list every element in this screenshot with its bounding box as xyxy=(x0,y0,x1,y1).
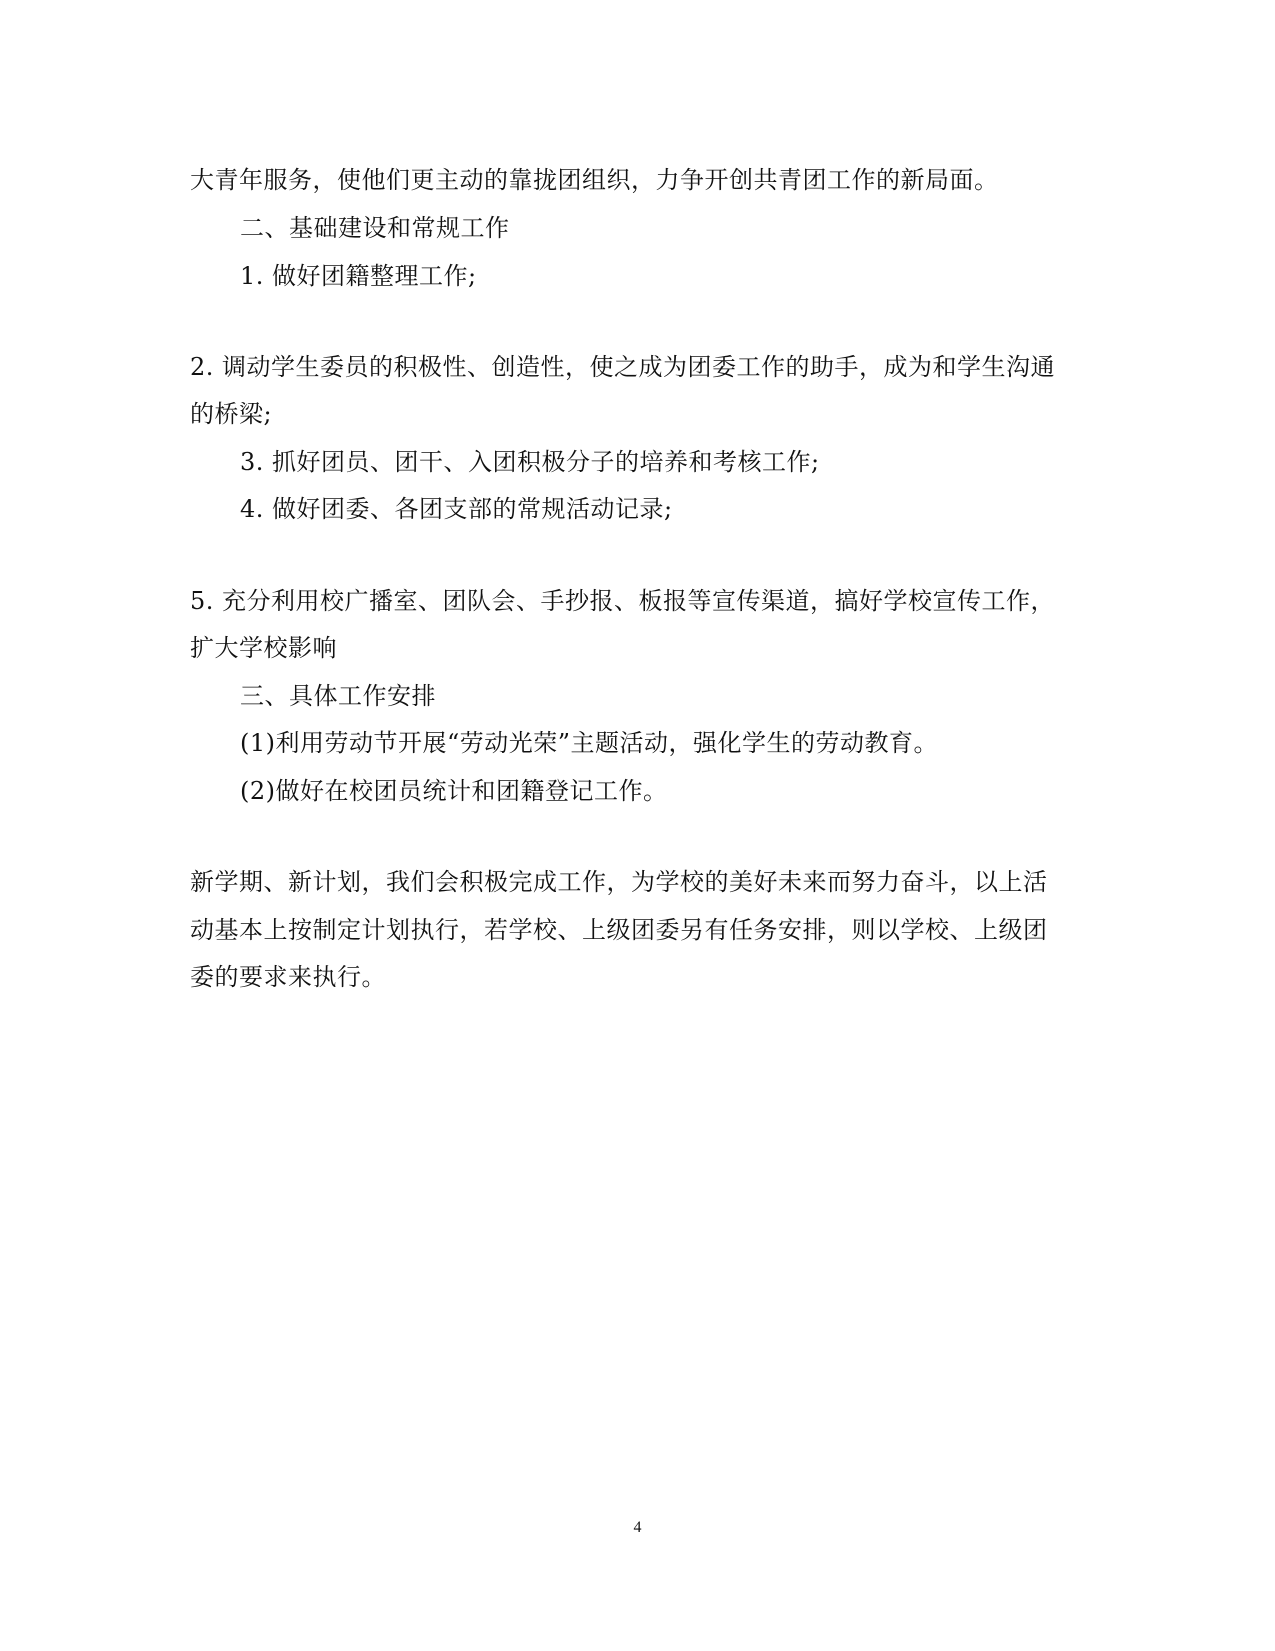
paragraph-line: 大青年服务，使他们更主动的靠拢团组织，力争开创共青团工作的新局面。 xyxy=(190,166,999,194)
paragraph-line: 动基本上按制定计划执行，若学校、上级团委另有任务安排，则以学校、上级团 xyxy=(190,916,1048,944)
list-item: (2)做好在校团员统计和团籍登记工作。 xyxy=(240,777,668,805)
list-item-continuation: 扩大学校影响 xyxy=(190,634,337,662)
list-item: 4. 做好团委、各团支部的常规活动记录; xyxy=(240,495,673,523)
list-item: (1)利用劳动节开展“劳动光荣”主题活动，强化学生的劳动教育。 xyxy=(240,729,939,757)
paragraph-line: 新学期、新计划，我们会积极完成工作，为学校的美好未来而努力奋斗，以上活 xyxy=(190,868,1048,896)
list-item: 3. 抓好团员、团干、入团积极分子的培养和考核工作; xyxy=(240,448,820,476)
section-heading: 二、基础建设和常规工作 xyxy=(240,214,510,242)
page-number: 4 xyxy=(633,1519,642,1536)
list-item: 5. 充分利用校广播室、团队会、手抄报、板报等宣传渠道，搞好学校宣传工作， xyxy=(190,587,1056,615)
paragraph-line: 委的要求来执行。 xyxy=(190,963,386,991)
list-item-continuation: 的桥梁; xyxy=(190,400,273,428)
section-heading: 三、具体工作安排 xyxy=(240,682,436,710)
list-item: 2. 调动学生委员的积极性、创造性，使之成为团委工作的助手，成为和学生沟通 xyxy=(190,353,1056,381)
list-item: 1. 做好团籍整理工作; xyxy=(240,262,477,290)
